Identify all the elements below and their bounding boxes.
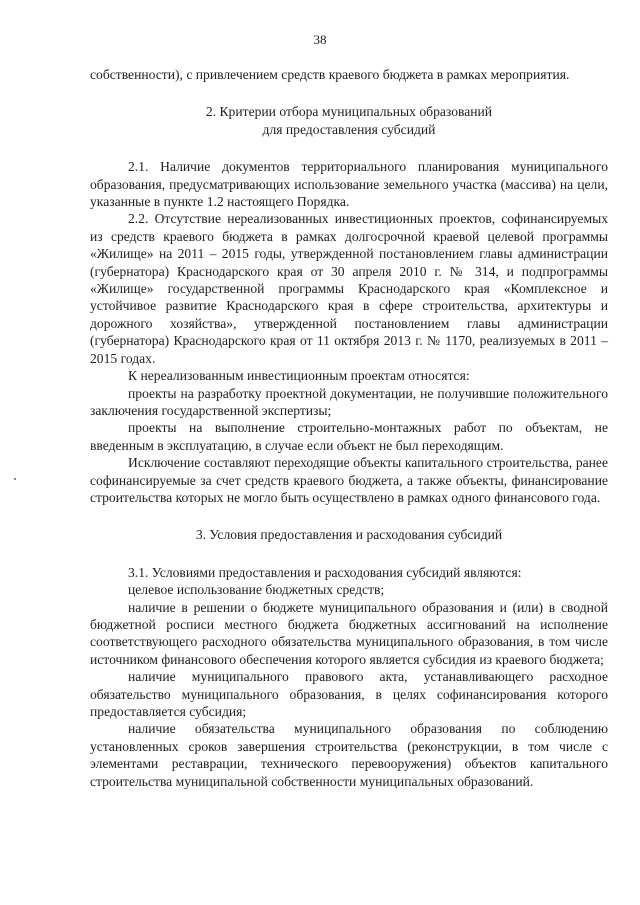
section-2-heading: [90, 103, 608, 138]
paragraph-3-1: 3.1. Условиями предоставления и расходования субсидий являются:: [128, 564, 522, 580]
paragraph-2-2-item-2: проекты на выполнение строительно-монтажных работ по объектам, не введенным в эксплуатацию, в случае если объект не был переходящим.: [90, 420, 608, 453]
continuation-paragraph: собственности), с привлечением средств краевого бюджета в рамках мероприятия.: [90, 67, 570, 82]
section-2-title-line-2: для предоставления субсидий: [262, 121, 436, 137]
scan-speck: [14, 478, 16, 480]
paragraph-2-2-exception: Исключение составляют переходящие объекты капитального строительства, ранее софинансируемые за счет средств краевого бюджета, а также объекты, финансирование строительства которых не могло быть осуществлено в рамках одного финансового года.: [90, 455, 608, 505]
paragraph-2-2-item-1: проекты на разработку проектной документации, не получившие положительного заключения государственной экспертизы;: [90, 385, 608, 418]
document-body: [90, 66, 608, 790]
section-3-title: 3. Условия предоставления и расходования субсидий: [195, 527, 503, 543]
section-2-title-line-1: 2. Критерии отбора муниципальных образований: [205, 104, 493, 120]
paragraph-2-1: 2.1. Наличие документов территориального планирования муниципального образования, предусматривающих использование земельного участка (массива) на цели, указанные в пункте 1.2 настоящего Порядка.: [90, 159, 608, 210]
page-number: 38: [313, 32, 327, 47]
paragraph-3-1-item-3: наличие муниципального правового акта, устанавливающего расходное обязательство муниципального образования, в целях софинансирования которого предоставляется субсидия;: [90, 669, 608, 719]
paragraph-2-2-intro: К нереализованным инвестиционным проектам относятся:: [128, 368, 470, 384]
paragraph-3-1-item-2: наличие в решении о бюджете муниципального образования и (или) в сводной бюджетной росписи местного бюджета бюджетных ассигнований на исполнение соответствующего расходного обязательства муниципального образования, в том числе источником финансового обеспечения которого является субсидия из краевого бюджета;: [90, 599, 608, 667]
paragraph-3-1-item-1: целевое использование бюджетных средств;: [128, 582, 385, 598]
paragraph-3-1-item-4: наличие обязательства муниципального образования по соблюдению установленных сроков завершения строительства (реконструкции, в том числе с элементами реставрации, технического перевооружения) объектов капитального строительства муниципальной собственности муниципальных образований.: [90, 721, 608, 789]
paragraph-2-2: 2.2. Отсутствие нереализованных инвестиционных проектов, софинансируемых из средств краевого бюджета в рамках долгосрочной краевой целевой программы «Жилище» на 2011 – 2015 годы, утвержденной постановлением главы администрации (губернатора) Краснодарского края от 30 апреля 2010 г. № 314, и подпрограммы «Жилище» государственной программы Краснодарского края «Комплексное и устойчивое развитие Краснодарского края в сфере строительства, архитектуры и дорожного хозяйства», утвержденной постановлением главы администрации (губернатора) Краснодарского края от 11 октября 2013 г. № 1170, реализуемых в 2011 – 2015 годах.: [90, 211, 608, 366]
